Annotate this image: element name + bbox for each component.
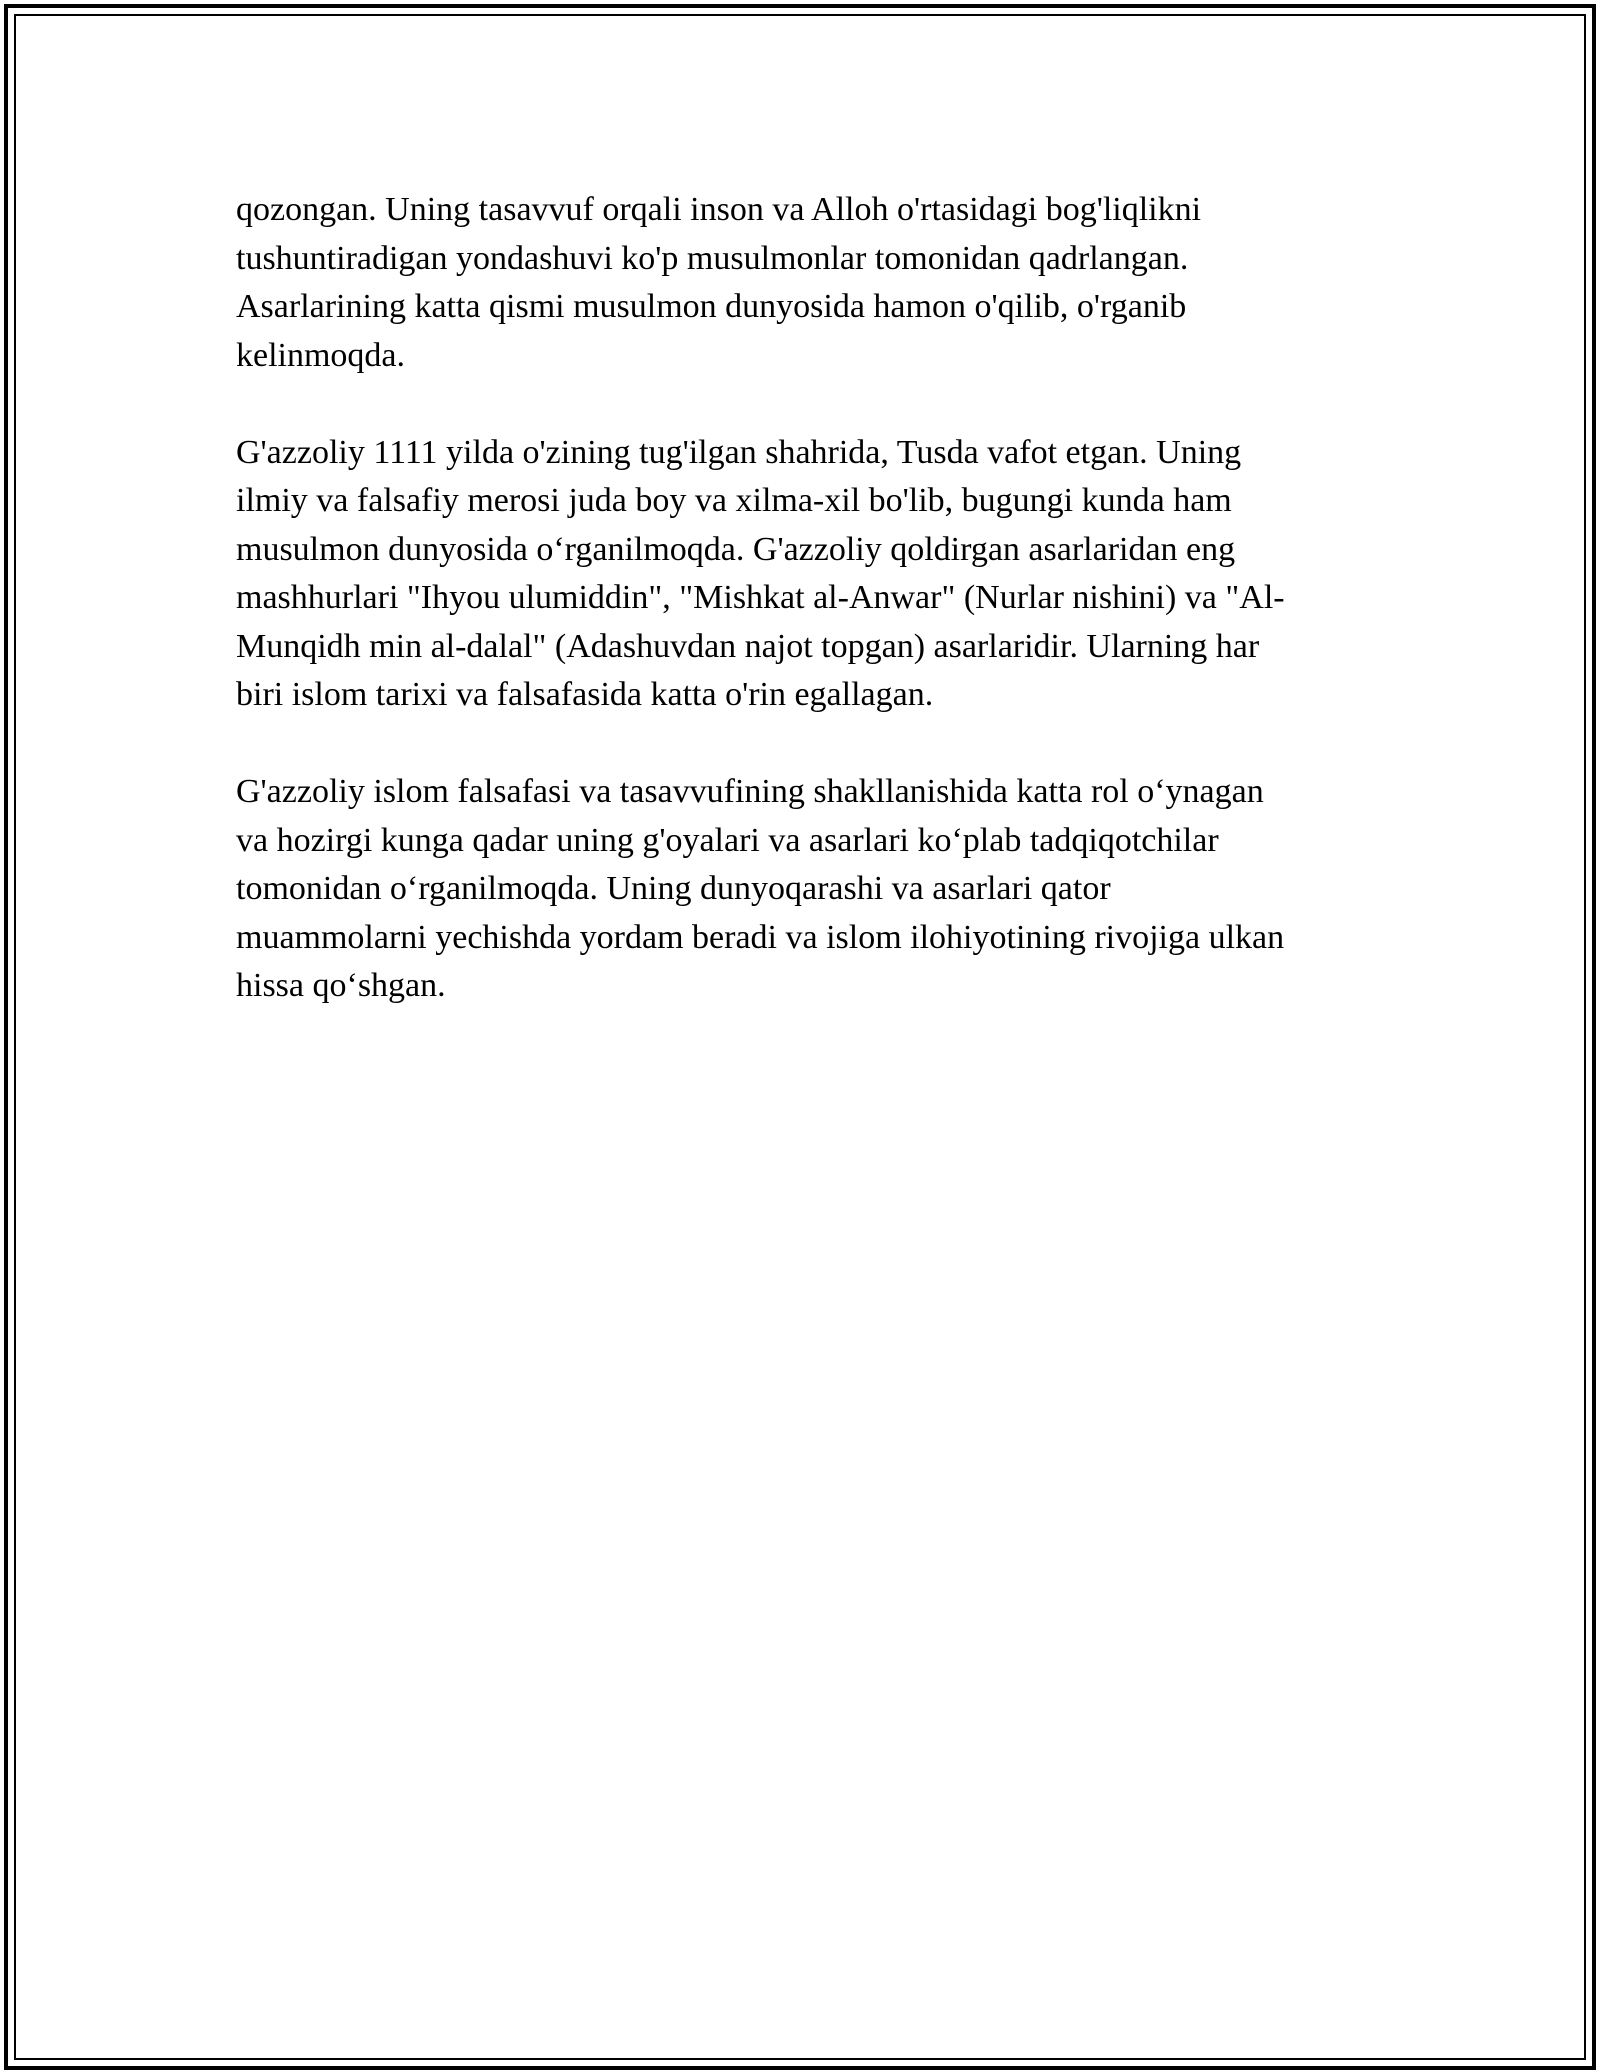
text-line: G'azzoliy 1111 yilda o'zining tug'ilgan shahrida, Tusda vafot etgan. Uning: [236, 433, 1242, 471]
text-line: tomonidan o‘rganilmoqda. Uning dunyoqarashi va asarlari qator: [236, 870, 1111, 907]
text-line: tushuntiradigan yondashuvi ko'p musulmonlar tomonidan qadrlangan.: [236, 239, 1189, 277]
text-line: G'azzoliy islom falsafasi va tasavvufining shakllanishida katta rol o‘ynagan: [236, 773, 1264, 810]
text-line: kelinmoqda.: [236, 336, 406, 374]
text-line: Munqidh min al-dalal" (Adashuvdan najot topgan) asarlaridir. Ularning har: [236, 627, 1260, 665]
paragraph-2: [236, 429, 1386, 720]
text-line: Asarlarining katta qismi musulmon dunyosida hamon o'qilib, o'rganib: [236, 288, 1187, 325]
paragraph-1: [236, 186, 1386, 380]
text-line: muammolarni yechishda yordam beradi va islom ilohiyotining rivojiga ulkan: [236, 918, 1285, 956]
text-line: mashhurlari "Ihyou ulumiddin", "Mishkat al-Anwar" (Nurlar nishini) va "Al-: [236, 579, 1285, 616]
text-line: biri islom tarixi va falsafasida katta o'rin egallagan.: [236, 676, 934, 713]
text-line: hissa qo‘shgan.: [236, 967, 446, 1004]
text-line: ilmiy va falsafiy merosi juda boy va xilma-xil bo'lib, bugungi kunda ham: [236, 482, 1232, 519]
paragraph-3: [236, 768, 1386, 1011]
text-line: musulmon dunyosida o‘rganilmoqda. G'azzoliy qoldirgan asarlaridan eng: [236, 530, 1236, 568]
text-line: va hozirgi kunga qadar uning g'oyalari va asarlari ko‘plab tadqiqotchilar: [236, 821, 1219, 859]
document-body: [236, 186, 1386, 1059]
text-line: qozongan. Uning tasavvuf orqali inson va Alloh o'rtasidagi bog'liqlikni: [236, 191, 1202, 228]
